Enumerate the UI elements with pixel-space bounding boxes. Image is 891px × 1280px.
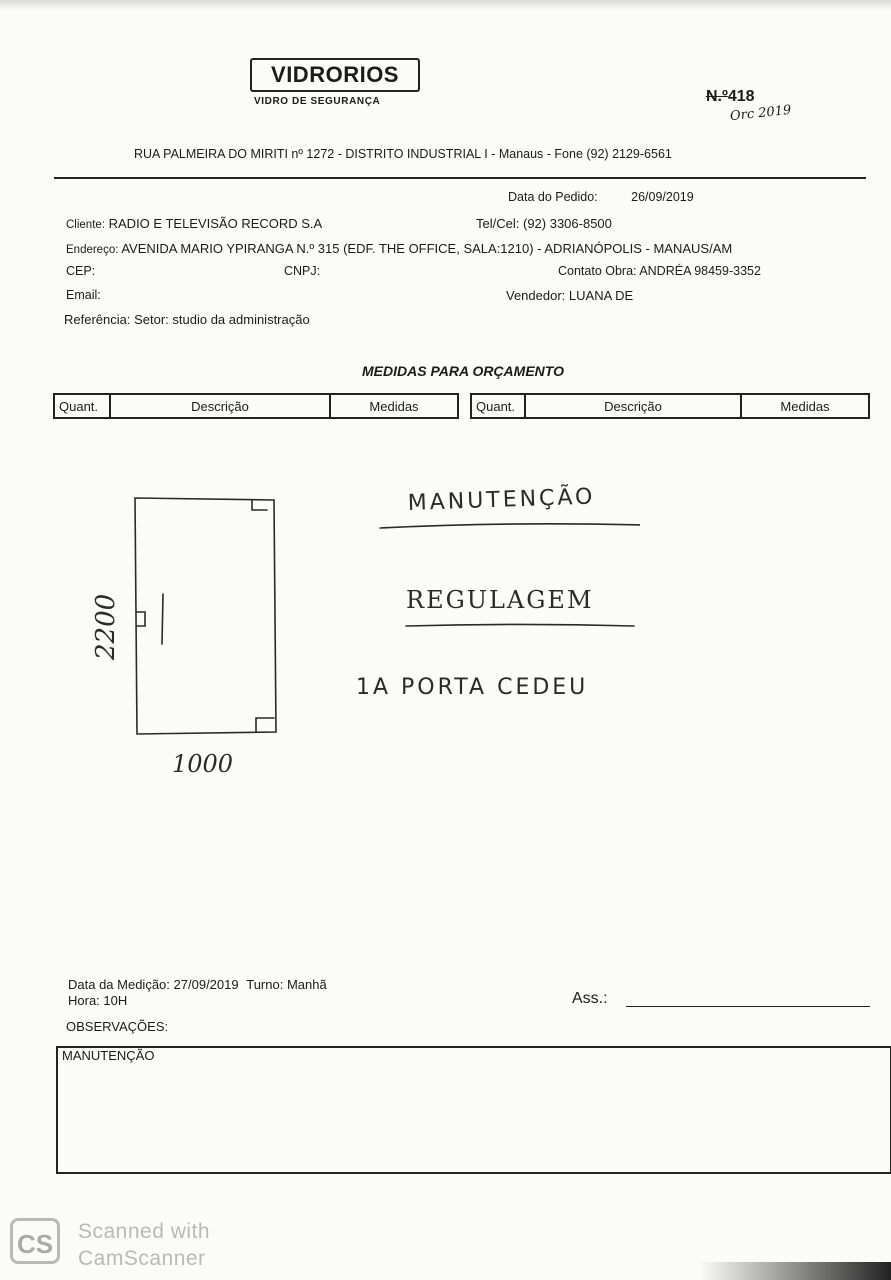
measurement-date-value: 27/09/2019 <box>173 977 239 992</box>
phone-value: (92) 3306-8500 <box>522 216 612 231</box>
hw-line-3: 1A PORTA CEDEU <box>356 675 589 700</box>
scan-top-edge <box>0 0 891 10</box>
address-label: Endereço: <box>66 244 119 256</box>
contact-label: Contato Obra: <box>558 264 637 278</box>
handwritten-note: Orc 2019 <box>729 102 792 125</box>
header-measures: Medidas <box>741 394 869 418</box>
order-date-value: 26/09/2019 <box>631 190 694 204</box>
phone-row <box>476 216 612 231</box>
order-date-label: Data do Pedido: <box>508 190 598 204</box>
shift-value: Manhã <box>286 977 327 992</box>
time-label: Hora: <box>68 993 100 1008</box>
time-value: 10H <box>103 993 128 1008</box>
header-quant: Quant. <box>471 394 525 418</box>
section-title: MEDIDAS PARA ORÇAMENTO <box>362 363 564 379</box>
hinge-top <box>252 500 267 510</box>
observations-box <box>56 1046 891 1174</box>
address-value: AVENIDA MARIO YPIRANGA N.º 315 (EDF. THE OFFICE, SALA:1210) - ADRIANÓPOLIS - MANAUS/AM <box>121 241 733 256</box>
seller-row <box>506 288 633 303</box>
cnpj-label: CNPJ: <box>284 264 321 278</box>
camscanner-logo: CS <box>10 1218 60 1264</box>
camscanner-line-2: CamScanner <box>78 1247 206 1270</box>
width-label: 1000 <box>172 750 234 778</box>
header-measures: Medidas <box>330 394 458 418</box>
client-label: Cliente: <box>66 219 105 231</box>
hw-line-1: MANUTENÇÃO <box>407 484 596 516</box>
cep-label: CEP: <box>66 264 96 278</box>
company-logo: VIDRORIOS <box>250 58 420 92</box>
header-description: Descrição <box>110 394 330 418</box>
signature-line <box>626 1006 870 1007</box>
shift-label: Turno: <box>246 977 284 992</box>
handle-mark <box>162 594 163 644</box>
document-number-value: 418 <box>727 88 755 105</box>
document-number <box>706 88 755 106</box>
camscanner-line-1: Scanned with <box>78 1220 211 1243</box>
lock-mark <box>137 612 145 626</box>
scan-bottom-edge <box>700 1262 891 1280</box>
company-tagline: VIDRO DE SEGURANÇA <box>254 96 381 107</box>
phone-label: Tel/Cel: <box>476 216 520 231</box>
measurement-row <box>68 977 327 992</box>
hw-line-2: REGULAGEM <box>406 586 594 614</box>
door-sketch <box>80 460 640 790</box>
contact-value: ANDRÉA 98459-3352 <box>639 264 761 278</box>
company-address: RUA PALMEIRA DO MIRITI nº 1272 - DISTRITO INDUSTRIAL I - Manaus - Fone (92) 2129-6561 <box>134 147 672 161</box>
underline-2 <box>406 625 634 627</box>
underline-1 <box>380 524 640 528</box>
height-label: 2200 <box>91 593 121 660</box>
client-value: RADIO E TELEVISÃO RECORD S.A <box>108 216 323 231</box>
email-label: Email: <box>66 288 101 302</box>
signature-label: Ass.: <box>572 990 608 1007</box>
reference-row <box>64 312 310 327</box>
seller-value: LUANA DE <box>568 288 634 303</box>
header-description: Descrição <box>525 394 741 418</box>
reference-label: Referência: <box>64 312 131 327</box>
reference-value: Setor: studio da administração <box>134 312 310 327</box>
observations-text: MANUTENÇÃO <box>62 1048 155 1063</box>
seller-label: Vendedor: <box>506 288 566 303</box>
order-date <box>508 190 694 204</box>
door-outline <box>135 498 276 734</box>
time-row <box>68 993 127 1008</box>
measurement-date-label: Data da Medição: <box>68 977 170 992</box>
client-row <box>66 216 322 231</box>
document-number-label: N.º <box>706 88 728 105</box>
hinge-bottom <box>256 718 274 732</box>
observations-label: OBSERVAÇÕES: <box>66 1019 169 1034</box>
contact-row <box>558 264 761 278</box>
camscanner-watermark <box>78 1218 210 1272</box>
measures-table-right <box>470 393 870 419</box>
address-row <box>66 241 732 256</box>
header-quant: Quant. <box>54 394 110 418</box>
header-divider <box>54 177 866 179</box>
measures-table-left <box>53 393 459 419</box>
